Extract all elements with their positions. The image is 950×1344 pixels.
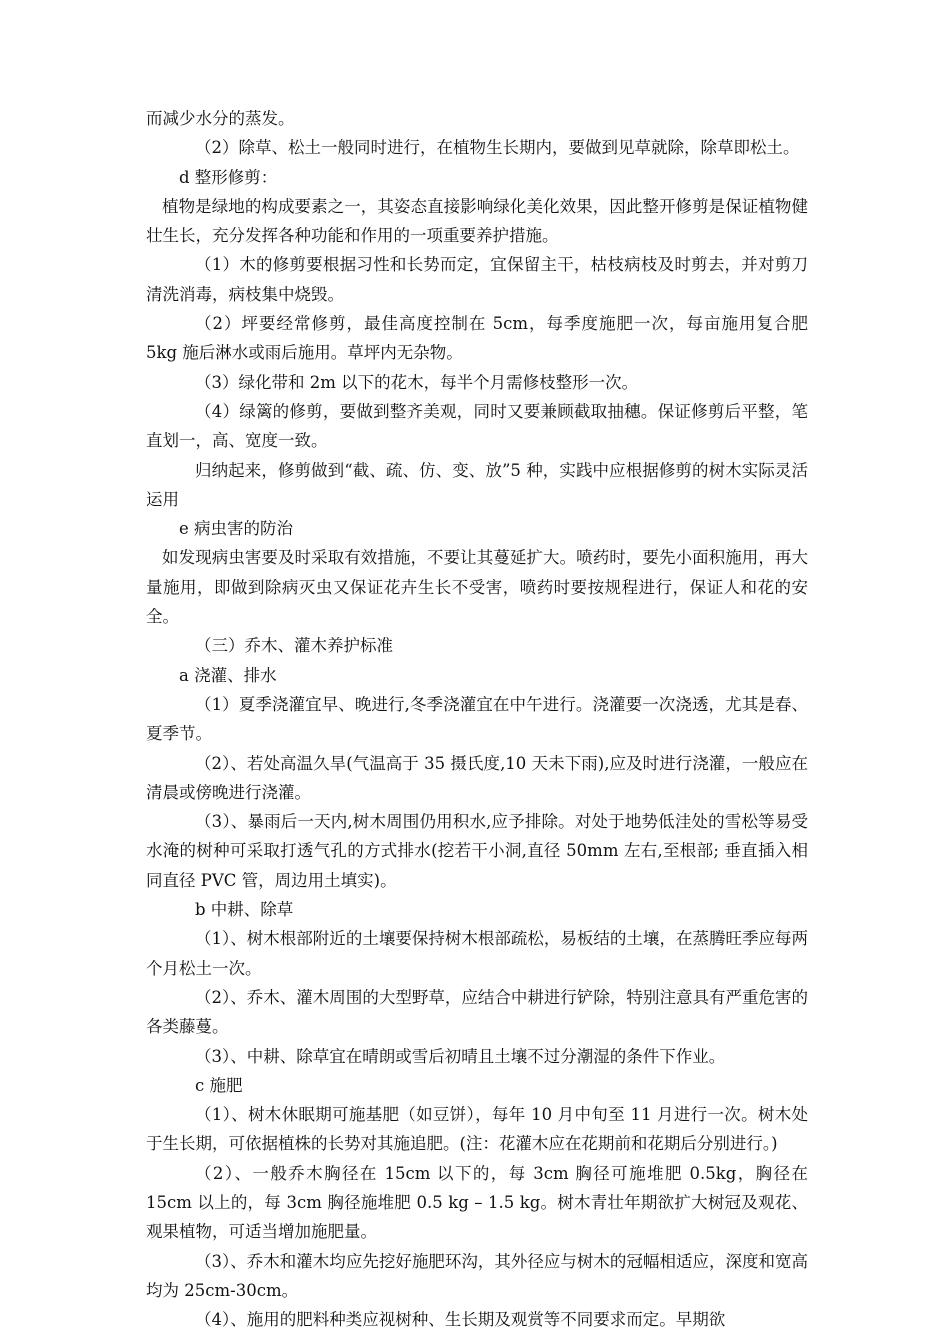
paragraph-pruning-2: （2）坪要经常修剪，最佳高度控制在 5cm，每季度施肥一次，每亩施用复合肥 5kg 施后淋水或雨后施用。草坪内无杂物。: [146, 314, 808, 363]
heading-section-three: （三）乔木、灌木养护标准: [195, 636, 393, 656]
paragraph-fertilizing-3: （3）、乔木和灌木均应先挖好施肥环沟，其外径应与树木的冠幅相适应，深度和宽高均为 25cm-30cm。: [146, 1251, 808, 1300]
paragraph-irrigation-1: （1）夏季浇灌宜早、晚进行,冬季浇灌宜在中午进行。浇灌要一次浇透，尤其是春、夏季节。: [146, 694, 808, 744]
paragraph-evaporation: 而减少水分的蒸发。: [146, 109, 295, 128]
heading-pest-control: e 病虫害的防治: [179, 519, 294, 539]
paragraph-pruning-summary: 归纳起来，修剪做到“截、疏、仿、变、放”5 种，实践中应根据修剪的树木实际灵活运用: [146, 460, 808, 509]
paragraph-pest-control: 如发现病虫害要及时采取有效措施，不要让其蔓延扩大。喷药时，要先小面积施用，再大量施用，即做到除病灭虫又保证花卉生长不受害，喷药时要按规程进行，保证人和花的安全。: [146, 548, 808, 627]
paragraph-fertilizing-2: （2）、一般乔木胸径在 15cm 以下的，每 3cm 胸径可施堆肥 0.5kg，胸径在 15cm 以上的，每 3cm 胸径施堆肥 0.5 kg – 1.5 kg。树木青壮年期欲扩大树冠及观花、观果植物，可适当增加施肥量。: [146, 1163, 808, 1242]
paragraph-pruning-1: （1）木的修剪要根据习性和长势而定，宜保留主干，枯枝病枝及时剪去，并对剪刀清洗消毒，病枝集中烧毁。: [146, 255, 808, 304]
paragraph-pruning-4: （4）绿篱的修剪，要做到整齐美观，同时又要兼顾截取抽穗。保证修剪后平整，笔直划一，高、宽度一致。: [146, 401, 808, 451]
document-body: [146, 104, 808, 1334]
paragraph-cultivation-2: （2）、乔木、灌木周围的大型野草，应结合中耕进行铲除，特别注意具有严重危害的各类藤蔓。: [146, 987, 808, 1037]
heading-pruning: d 整形修剪：: [179, 167, 278, 187]
paragraph-cultivation-1: （1）、树木根部附近的土壤要保持树木根部疏松，易板结的土壤，在蒸腾旺季应每两个月松土一次。: [146, 929, 808, 978]
paragraph-irrigation-2: （2）、若处高温久旱(气温高于 35 摄氏度,10 天未下雨),应及时进行浇灌，一般应在清晨或傍晚进行浇灌。: [146, 753, 808, 802]
paragraph-pruning-3: （3）绿化带和 2m 以下的花木，每半个月需修枝整形一次。: [195, 372, 639, 392]
paragraph-fertilizing-4: （4）、施用的肥料种类应视树种、生长期及观赏等不同要求而定。早期欲: [195, 1310, 726, 1330]
paragraph-weeding: （2）除草、松土一般同时进行，在植物生长期内，要做到见草就除，除草即松土。: [195, 138, 800, 158]
paragraph-pruning-intro: 植物是绿地的构成要素之一，其姿态直接影响绿化美化效果，因此整开修剪是保证植物健壮生长，充分发挥各种功能和作用的一项重要养护措施。: [146, 196, 808, 246]
heading-fertilizing: c 施肥: [195, 1075, 243, 1095]
heading-cultivation: b 中耕、除草: [195, 900, 294, 920]
paragraph-fertilizing-1: （1）、树木休眠期可施基肥（如豆饼），每年 10 月中旬至 11 月进行一次。树木处于生长期，可依据植株的长势对其施追肥。(注：花灌木应在花期前和花期后分别进行。): [146, 1105, 808, 1154]
paragraph-irrigation-3: （3）、暴雨后一天内,树木周围仍用积水,应予排除。对处于地势低洼处的雪松等易受水淹的树种可采取打透气孔的方式排水(挖若干小洞,直径 50mm 左右,至根部; 垂直插入相同直径 PVC 管，周边用土填实)。: [146, 812, 808, 890]
heading-irrigation: a 浇灌、排水: [179, 665, 277, 685]
paragraph-cultivation-3: （3）、中耕、除草宜在晴朗或雪后初晴且土壤不过分潮湿的条件下作业。: [195, 1046, 726, 1066]
